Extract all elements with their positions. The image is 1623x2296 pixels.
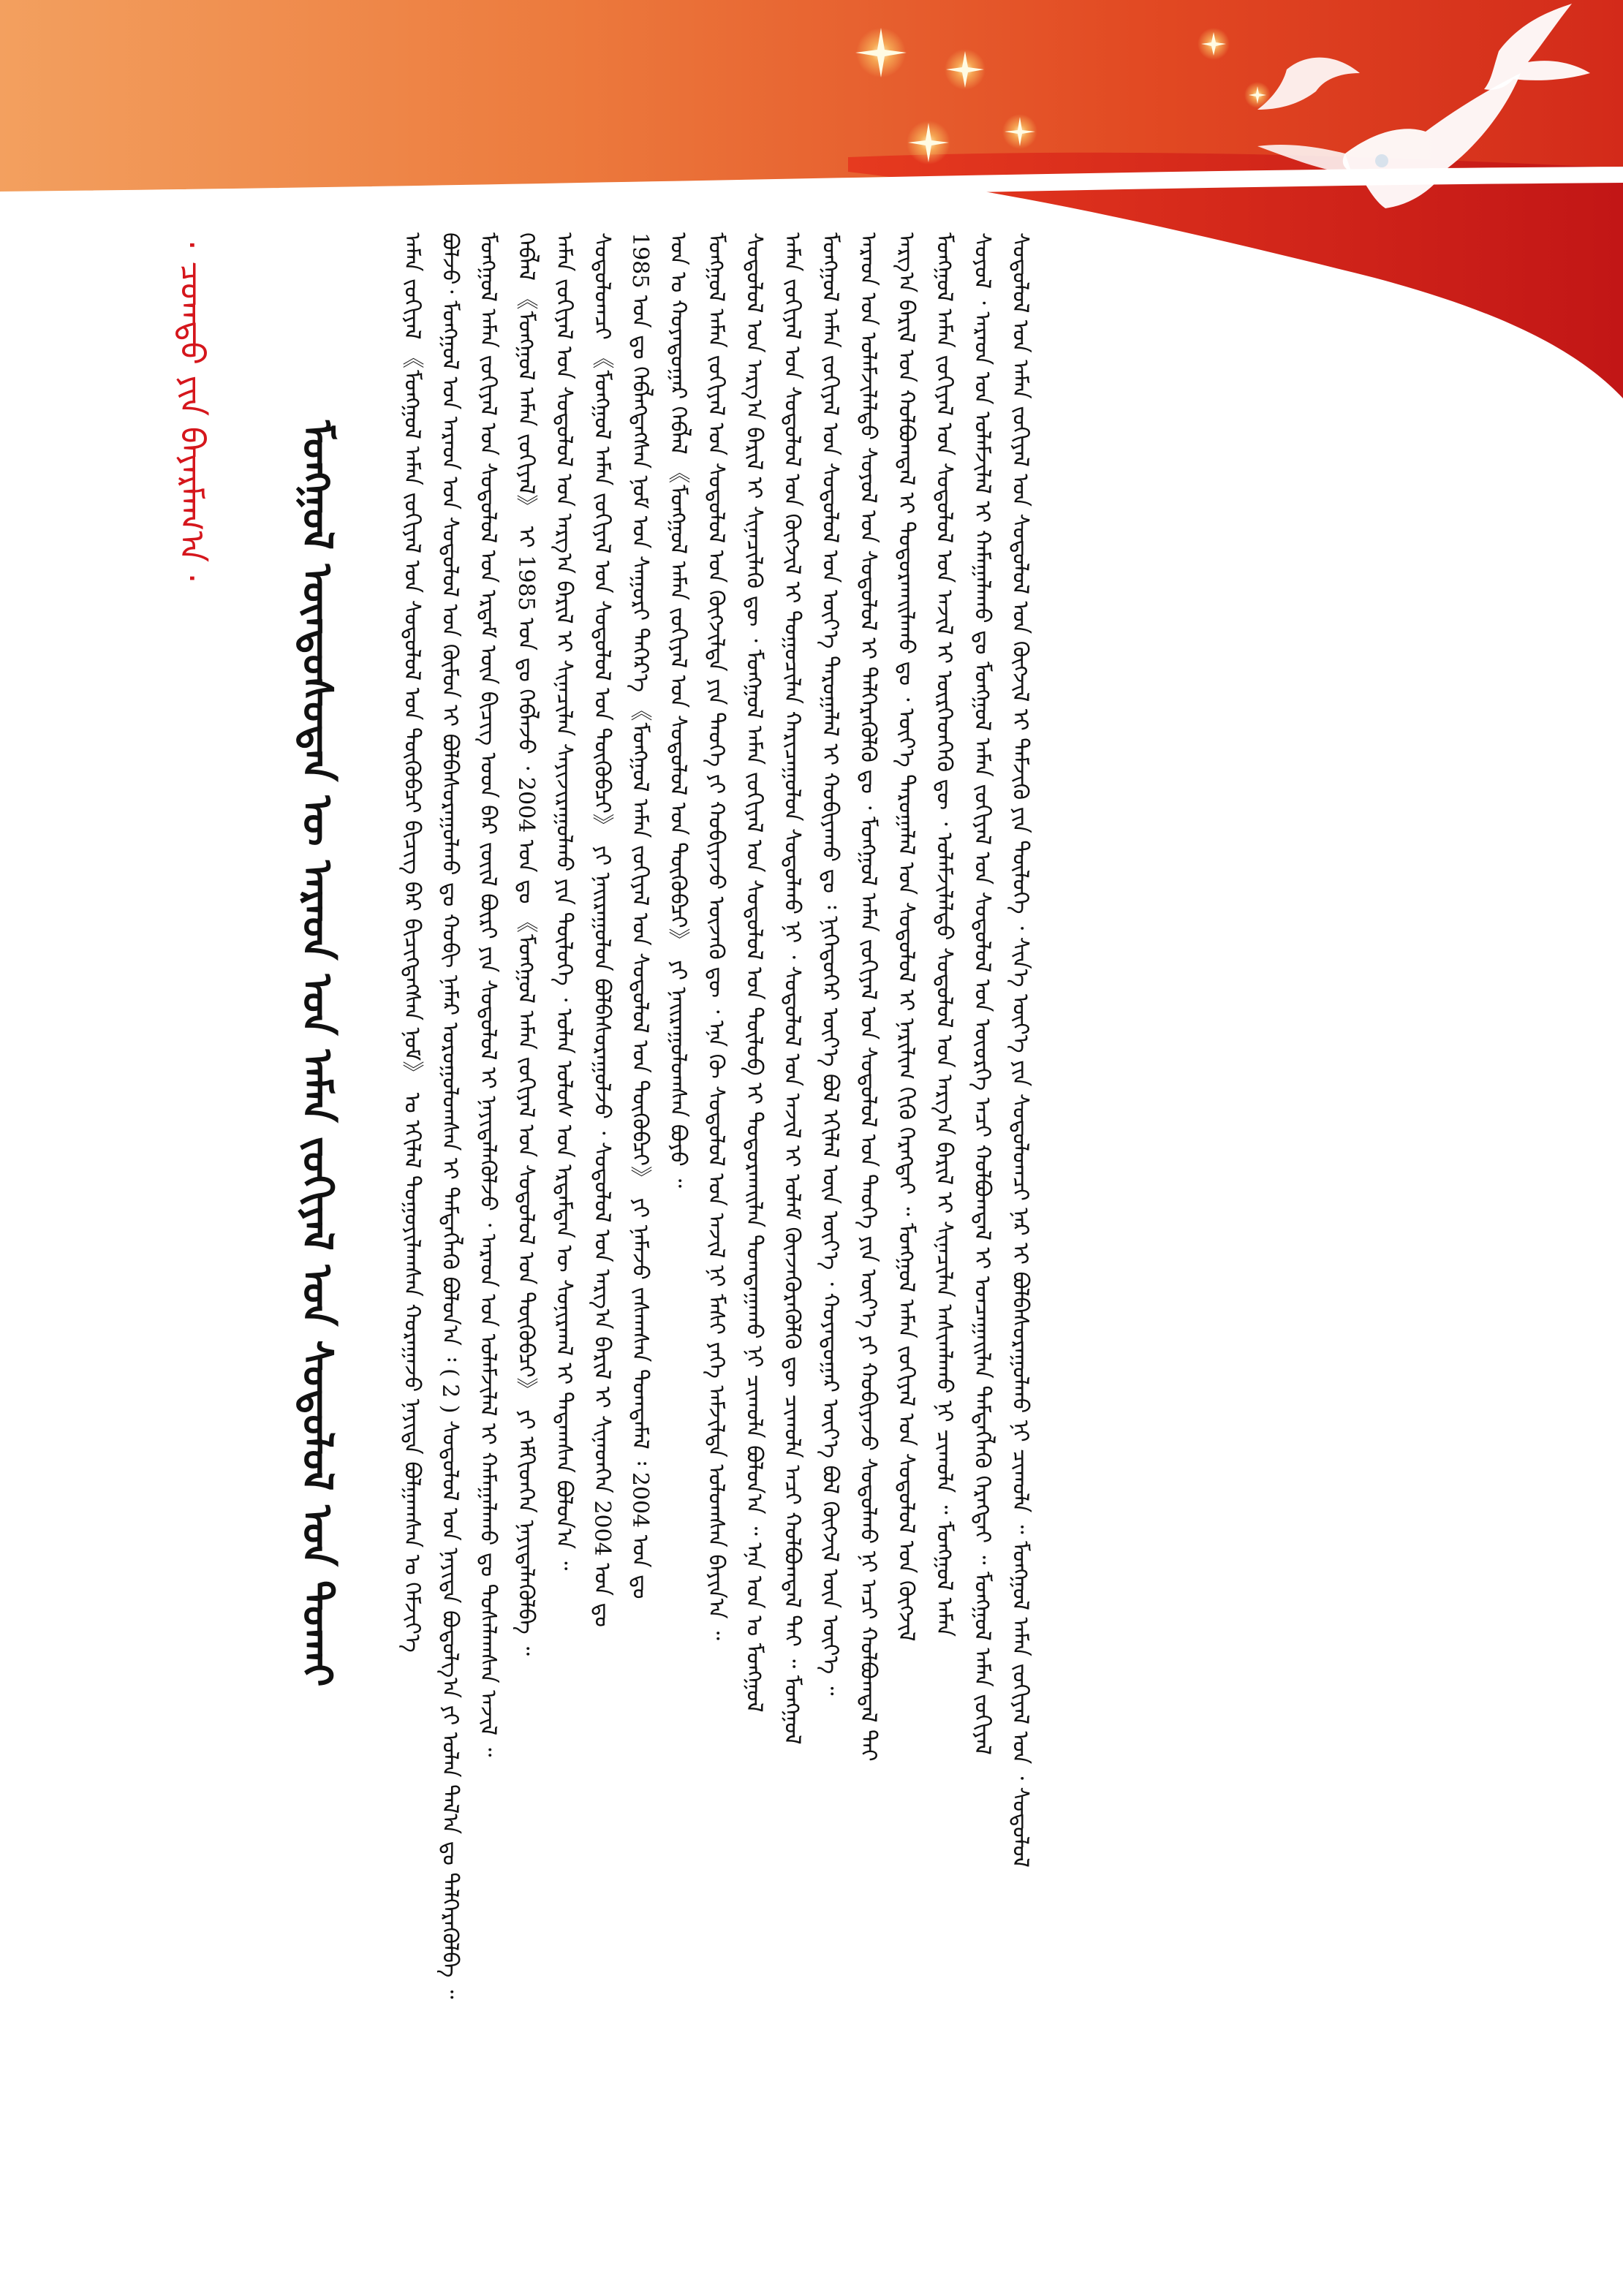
body-column-6: ᠰᠤᠳᠤᠯᠤᠭᠴᠢ 《ᠮᠣᠩᠭᠣᠯ ᠠᠮᠠᠨ ᠵᠣᠬᠢᠶᠠᠯ ᠤᠨ ᠰᠤᠳᠤᠯᠤᠯ ᠤᠨ ᠲᠦᠭᠦᠪᠴᠢ》 ᠶᠢ ᠨᠠᠢᠷᠠᠭᠤᠯᠤᠨ ᠪᠣᠯᠪᠠᠰᠤᠷᠠᠭᠤᠯᠵᠤ ᠂ ᠰᠤᠳᠤᠯᠤᠯ ᠤᠨ ᠠᠷᠭ᠎ᠠ ᠪᠠᠷᠢᠯ ᠢ ᠰᠢᠨᠡᠳᠬᠡᠨ 2004 ᠣᠨ ᠳᠤ (589, 232, 615, 1627)
body-column-7: 1985 ᠣᠨ ᠳᠤ ᠬᠡᠪᠯᠡᠭᠳᠡᠭᠰᠡᠨ ᠨᠣᠮ ᠤᠨ ᠰᠠᠭᠤᠷᠢ ᠳᠡᠭᠡᠷ᠎ᠡ 《ᠮᠣᠩᠭᠣᠯ ᠠᠮᠠᠨ ᠵᠣᠬᠢᠶᠠᠯ ᠤᠨ ᠰᠤᠳᠤᠯᠤᠯ ᠤᠨ ᠲᠦᠭᠦᠪᠴᠢ》 ᠶᠢ ᠨᠡᠮᠡᠵᠦ ᠵᠠᠰᠠᠭᠰᠠᠨ ᠲᠣᠭᠲᠠᠮᠠᠯ ᠄ 2004 ᠣᠨ ᠳᠤ (627, 232, 653, 1599)
body-column-14: ᠠᠷᠭ᠎ᠠ ᠪᠠᠷᠢᠯ ᠤᠨ ᠬᠣᠯᠪᠣᠭᠳᠠᠯ ᠢ ᠲᠣᠳᠤᠷᠬᠠᠢᠯᠠᠬᠤ ᠳᠤ ᠂ ᠦᠶ᠎ᠡ ᠳᠠᠷᠤᠭᠠᠯᠠᠯ ᠤᠨ ᠰᠤᠳᠤᠯᠤᠯ ᠢ ᠨᠠᠷᠢᠯᠢᠭ ᠬᠢᠬᠦ ᠬᠡᠷᠡᠭᠲᠡᠶ ᠃ ᠮᠣᠩᠭᠣᠯ ᠠᠮᠠᠨ ᠵᠣᠬᠢᠶᠠᠯ ᠤᠨ ᠰᠤᠳᠤᠯᠤᠯ ᠤᠨ ᠬᠥᠭᠵᠢᠯ (893, 232, 919, 1642)
body-column-9: ᠮᠣᠩᠭᠣᠯ ᠠᠮᠠᠨ ᠵᠣᠬᠢᠶᠠᠯ ᠤᠨ ᠰᠤᠳᠤᠯᠤᠯ ᠤᠨ ᠬᠥᠭᠵᠢᠯᠲᠡ ᠶᠢᠨ ᠲᠡᠦᠬᠡ ᠶᠢ ᠬᠤᠪᠢᠶᠠᠵᠤ ᠦᠵᠡᠬᠦ ᠳᠦ ᠂ ᠡᠨᠡ ᠬᠦ ᠰᠤᠳᠤᠯᠤᠯ ᠤᠨ ᠠᠵᠢᠯ ᠨᠢ ᠮᠠᠰᠢ ᠶᠡᠬᠡ ᠠᠮᠵᠢᠯᠲᠠ ᠣᠯᠤᠭᠰᠠᠨ ᠪᠠᠶᠢᠨ᠎ᠠ ᠃ (703, 232, 729, 1640)
body-column-1: ᠠᠮᠠᠨ ᠵᠣᠬᠢᠶᠠᠯ 《ᠮᠣᠩᠭᠣᠯ ᠠᠮᠠᠨ ᠵᠣᠬᠢᠶᠠᠯ ᠤᠨ ᠰᠤᠳᠤᠯᠤᠯ ᠤᠨ ᠲᠦᠭᠦᠪᠴᠢ ᠪᠢᠴᠢᠭ ᠪᠠᠷ ᠪᠢᠴᠢᠭᠳᠡᠭᠰᠡᠨ ᠨᠣᠮ》 ᠤ ᠡᠬᠢᠯᠡᠯ ᠳᠤᠭᠤᠶᠢᠯᠠᠭᠰᠠᠨ ᠬᠤᠷᠠᠭᠠᠵᠤ ᠨᠡᠶᠢᠲᠡ ᠪᠣᠯᠭᠠᠭᠰᠠᠨ ᠤ ᠬᠡᠮᠵᠢᠶ᠎ᠡ (399, 232, 425, 1653)
body-column-4: ᠬᠡᠪᠯᠡᠯ 《ᠮᠣᠩᠭᠣᠯ ᠠᠮᠠᠨ ᠵᠣᠬᠢᠶᠠᠯ》 ᠢ 1985 ᠣᠨ ᠳᠤ ᠬᠡᠪᠯᠡᠵᠦ ᠂ 2004 ᠣᠨ ᠳᠤ 《ᠮᠣᠩᠭᠣᠯ ᠠᠮᠠᠨ ᠵᠣᠬᠢᠶᠠᠯ ᠤᠨ ᠰᠤᠳᠤᠯᠤᠯ ᠤᠨ ᠲᠦᠭᠦᠪᠴᠢ》 ᠶᠢ ᠡᠮᠬᠢᠳᠬᠡᠨ ᠨᠡᠶᠢᠲᠡᠯᠡᠭᠦᠯᠪᠡ ᠃ (513, 232, 539, 1656)
body-column-10: ᠰᠤᠳᠤᠯᠤᠯ ᠤᠨ ᠠᠷᠭ᠎ᠠ ᠪᠠᠷᠢᠯ ᠢ ᠰᠢᠨᠡᠴᠢᠯᠡᠬᠦ ᠳᠦ ᠂ ᠮᠣᠩᠭᠣᠯ ᠠᠮᠠᠨ ᠵᠣᠬᠢᠶᠠᠯ ᠤᠨ ᠰᠤᠳᠤᠯᠤᠯ ᠤᠨ ᠲᠥᠯᠦᠪ ᠢ ᠲᠣᠳᠤᠷᠬᠠᠢᠯᠠᠨ ᠲᠣᠭᠲᠠᠭᠠᠬᠤ ᠨᠢ ᠴᠢᠬᠤᠯᠠ ᠪᠣᠯᠤᠨ᠎ᠠ ᠃ ᠡᠨᠡ ᠣᠨ ᠤ ᠮᠣᠩᠭᠣᠯ (741, 232, 767, 1713)
body-column-12: ᠮᠣᠩᠭᠣᠯ ᠠᠮᠠᠨ ᠵᠣᠬᠢᠶᠠᠯ ᠤᠨ ᠰᠤᠳᠤᠯᠤᠯ ᠤᠨ ᠦᠶ᠎ᠡ ᠳᠠᠷᠤᠭᠠᠯᠠᠯ ᠢ ᠬᠤᠪᠢᠶᠠᠬᠤ ᠳᠤ ᠄ ᠨᠢᠭᠡᠳᠦᠭᠡᠷ ᠦᠶ᠎ᠡ ᠪᠣᠯ ᠡᠬᠢᠯᠡᠯ ᠦᠨ ᠦᠶ᠎ᠡ ᠂ ᠬᠣᠶᠠᠳᠤᠭᠠᠷ ᠦᠶ᠎ᠡ ᠪᠣᠯ ᠬᠥᠭᠵᠢᠯ ᠦᠨ ᠦᠶ᠎ᠡ ᠃ (817, 232, 843, 1696)
body-column-16: ᠰᠣᠶᠣᠯ ᠂ ᠠᠷᠠᠳ ᠤᠨ ᠤᠯᠠᠮᠵᠢᠯᠠᠯ ᠢ ᠬᠠᠮᠠᠭᠠᠯᠠᠬᠤ ᠳᠤ ᠮᠣᠩᠭᠣᠯ ᠠᠮᠠᠨ ᠵᠣᠬᠢᠶᠠᠯ ᠤᠨ ᠰᠤᠳᠤᠯᠤᠯ ᠤᠨ ᠦᠦᠷᠭᠡ ᠠᠴᠢ ᠬᠣᠯᠪᠣᠭᠳᠠᠯ ᠢ ᠣᠨᠴᠠᠭᠠᠢᠯᠠᠨ ᠲᠡᠮᠳᠡᠭᠯᠡᠬᠦ ᠬᠡᠷᠡᠭᠲᠡᠶ ᠃ ᠮᠣᠩᠭᠣᠯ ᠠᠮᠠᠨ ᠵᠣᠬᠢᠶᠠᠯ (969, 232, 995, 1755)
body-column-8: ᠣᠨ ᠤ ᠬᠣᠶᠠᠳᠤᠭᠠᠷ ᠬᠡᠪᠯᠡᠯ 《ᠮᠣᠩᠭᠣᠯ ᠠᠮᠠᠨ ᠵᠣᠬᠢᠶᠠᠯ ᠤᠨ ᠰᠤᠳᠤᠯᠤᠯ ᠤᠨ ᠲᠦᠭᠦᠪᠴᠢ》 ᠶᠢ ᠨᠠᠢᠷᠠᠭᠤᠯᠤᠭᠰᠠᠨ ᠪᠤᠶᠤ ᠃ (665, 232, 691, 1189)
body-column-11: ᠠᠮᠠᠨ ᠵᠣᠬᠢᠶᠠᠯ ᠤᠨ ᠰᠤᠳᠤᠯᠤᠯ ᠤᠨ ᠬᠥᠭᠵᠢᠯ ᠢ ᠲᠣᠭᠤᠴᠢᠯᠠᠨ ᠬᠠᠷᠢᠴᠠᠭᠤᠯᠤᠨ ᠰᠤᠳᠤᠯᠬᠤ ᠨᠢ ᠂ ᠰᠤᠳᠤᠯᠤᠯ ᠤᠨ ᠠᠵᠢᠯ ᠢ ᠤᠯᠠᠮ ᠭᠦᠨᠵᠡᠭᠦᠷᠡᠭᠦᠯᠬᠦ ᠳᠦ ᠴᠢᠬᠤᠯᠠ ᠠᠴᠢ ᠬᠣᠯᠪᠣᠭᠳᠠᠯ ᠲᠠᠢ ᠃ ᠮᠣᠩᠭᠣᠯ (779, 232, 805, 1745)
article-title: ᠮᠣᠩᠭᠣᠯ ᠦᠨᠳᠦᠰᠦᠲᠡᠨ ᠦ ᠠᠷᠠᠳ ᠤᠨ ᠠᠮᠠᠨ ᠵᠣᠬᠢᠶᠠᠯ ᠤᠨ ᠰᠤᠳᠤᠯᠤᠯ ᠤᠨ ᠲᠤᠬᠠᠢ (293, 420, 341, 1687)
body-column-17: ᠰᠤᠳᠤᠯᠤᠯ ᠤᠨ ᠠᠮᠠᠨ ᠵᠣᠬᠢᠶᠠᠯ ᠤᠨ ᠰᠤᠳᠤᠯᠤᠯ ᠤᠨ ᠬᠥᠭᠵᠢᠯ ᠢ ᠳᠡᠮᠵᠢᠬᠦ ᠶᠢᠨ ᠲᠥᠯᠥᠭᠡ ᠂ ᠰᠢᠨ᠎ᠡ ᠦᠶ᠎ᠡ ᠶᠢᠨ ᠰᠤᠳᠤᠯᠤᠭᠴᠢ ᠨᠠᠷ ᠢ ᠪᠣᠯᠪᠠᠰᠤᠷᠠᠭᠤᠯᠬᠤ ᠨᠢ ᠴᠢᠬᠤᠯᠠ ᠃ ᠮᠣᠩᠭᠣᠯ ᠠᠮᠠᠨ ᠵᠣᠬᠢᠶᠠᠯ ᠤᠨ ᠂ ᠰᠤᠳᠤᠯᠤᠯ (1007, 232, 1033, 1868)
body-column-15: ᠮᠣᠩᠭᠣᠯ ᠠᠮᠠᠨ ᠵᠣᠬᠢᠶᠠᠯ ᠤᠨ ᠰᠤᠳᠤᠯᠤᠯ ᠤᠨ ᠠᠵᠢᠯ ᠢ ᠥᠷᠭᠡᠳᠬᠡᠬᠦ ᠳᠦ ᠂ ᠤᠯᠠᠮᠵᠢᠯᠠᠯᠲᠤ ᠰᠤᠳᠤᠯᠤᠯ ᠤᠨ ᠠᠷᠭ᠎ᠠ ᠪᠠᠷᠢᠯ ᠢ ᠰᠢᠨᠡᠴᠢᠯᠡᠨ ᠠᠰᠢᠭᠯᠠᠬᠤ ᠨᠢ ᠴᠢᠬᠤᠯᠠ ᠃ ᠮᠣᠩᠭᠣᠯ ᠠᠮᠠᠨ (931, 232, 957, 1637)
author-line: · ᠴᠣᠭᠲᠦ ᠶᠢᠨ ᠪᠠᠶᠠᠷᠮᠠᠭ᠎ᠠ · (173, 240, 212, 584)
body-column-2: ᠪᠣᠯᠵᠤ᠂ ᠮᠣᠩᠭᠣᠯ ᠤᠨ ᠠᠷᠠᠳ ᠤᠨ ᠰᠤᠳᠤᠯᠤᠯ ᠤᠨ ᠬᠦᠮᠦᠨ ᠢ ᠪᠣᠯᠪᠠᠰᠤᠷᠠᠭᠤᠯᠬᠤ ᠳᠤ ᠬᠤᠪᠢ ᠨᠡᠮᠡᠷ ᠣᠷᠣᠭᠤᠯᠤᠭᠰᠠᠨ ᠢ ᠲᠡᠮᠳᠡᠭᠯᠡᠬᠦ ᠪᠣᠯᠤᠨ᠎ᠠ ᠄ ( 2 ) ᠰᠤᠳᠤᠯᠤᠯ ᠤᠨ ᠨᠡᠶᠢᠲᠡ ᠪᠣᠳᠤᠯᠭ᠎ᠠ ᠶᠢ ᠣᠯᠠᠨ ᠲᠠᠯ᠎ᠠ ᠳᠤ ᠳᠡᠯᠭᠡᠷᠡᠭᠦᠯᠪᠡ ᠃ (437, 232, 463, 1999)
body-column-3: ᠮᠣᠩᠭᠣᠯ ᠠᠮᠠᠨ ᠵᠣᠬᠢᠶᠠᠯ ᠤᠨ ᠰᠤᠳᠤᠯᠤᠯ ᠤᠨ ᠡᠷᠳᠡᠮ ᠦᠨ ᠪᠢᠴᠢᠭ ᠤᠳ ᠪᠠᠷ ᠵᠦᠢᠯ ᠪᠦᠷᠢ ᠶᠢᠨ ᠰᠤᠳᠤᠯᠤᠯ ᠢ ᠨᠡᠶᠢᠲᠡᠯᠡᠭᠦᠯᠵᠦ ᠂ ᠠᠷᠠᠳ ᠤᠨ ᠤᠯᠠᠮᠵᠢᠯᠠᠯ ᠢ ᠬᠠᠮᠠᠭᠠᠯᠠᠬᠤ ᠳᠤ ᠲᠤᠰᠠᠯᠠᠭᠰᠠᠨ ᠠᠵᠢᠯ ᠃ (475, 232, 501, 1757)
body-column-13: ᠠᠷᠠᠳ ᠤᠨ ᠤᠯᠠᠮᠵᠢᠯᠠᠯᠲᠤ ᠰᠣᠶᠣᠯ ᠤᠨ ᠰᠤᠳᠤᠯᠤᠯ ᠢ ᠳᠡᠯᠭᠡᠷᠡᠭᠦᠯᠬᠦ ᠳᠤ ᠂ ᠮᠣᠩᠭᠣᠯ ᠠᠮᠠᠨ ᠵᠣᠬᠢᠶᠠᠯ ᠤᠨ ᠰᠤᠳᠤᠯᠤᠯ ᠤᠨ ᠲᠡᠦᠬᠡ ᠶᠢᠨ ᠦᠶ᠎ᠡ ᠶᠢ ᠬᠤᠪᠢᠶᠠᠵᠤ ᠰᠤᠳᠤᠯᠬᠤ ᠨᠢ ᠠᠴᠢ ᠬᠣᠯᠪᠣᠭᠳᠠᠯ ᠲᠠᠢ (855, 232, 881, 1762)
body-column-5: ᠠᠮᠠᠨ ᠵᠣᠬᠢᠶᠠᠯ ᠤᠨ ᠰᠤᠳᠤᠯᠤᠯ ᠤᠨ ᠠᠷᠭ᠎ᠠ ᠪᠠᠷᠢᠯ ᠢ ᠰᠢᠨᠡᠴᠢᠯᠡᠨ ᠰᠠᠶᠢᠵᠢᠷᠠᠭᠤᠯᠬᠤ ᠶᠢᠨ ᠲᠥᠯᠥᠭᠡ ᠂ ᠣᠯᠠᠨ ᠤᠯᠤᠰ ᠤᠨ ᠡᠷᠳᠡᠮᠲᠡᠨ ᠦ ᠰᠣᠨᠢᠷᠬᠠᠯ ᠢ ᠲᠠᠲᠠᠭᠰᠠᠨ ᠪᠣᠯᠤᠨ᠎ᠠ ᠃ (551, 232, 577, 1571)
